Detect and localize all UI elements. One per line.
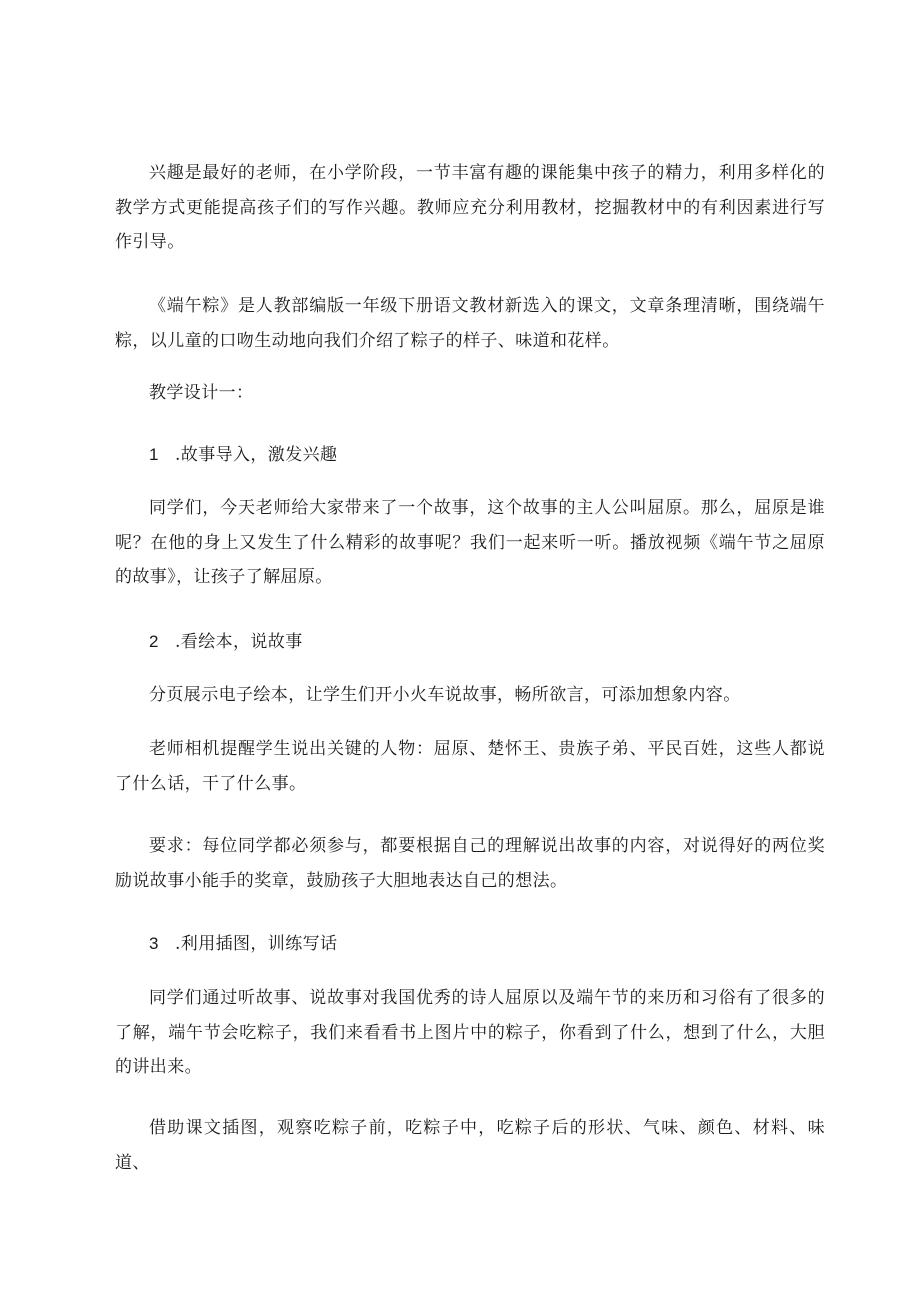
paragraph-lesson-summary: 《端午粽》是人教部编版一年级下册语文教材新选入的课文，文章条理清晰，围绕端午粽，以儿童的口吻生动地向我们介绍了粽子的样子、味道和花样。 <box>115 296 825 351</box>
paragraph-illustration: 同学们通过听故事、说故事对我国优秀的诗人屈原以及端午节的来历和习俗有了很多的了解，端午节会吃粽子，我们来看看书上图片中的粽子，你看到了什么，想到了什么，大胆的讲出来。 <box>115 988 825 1077</box>
step-heading-2 <box>149 625 303 659</box>
step-number: 1 <box>149 445 159 464</box>
paragraph-observation: 借助课文插图，观察吃粽子前，吃粽子中，吃粽子后的形状、气味、颜色、材料、味道、 <box>115 1118 825 1173</box>
paragraph-intro: 兴趣是最好的老师，在小学阶段，一节丰富有趣的课能集中孩子的精力，利用多样化的教学方式更能提高孩子们的写作兴趣。教师应充分利用教材，挖掘教材中的有利因素进行写作引导。 <box>115 163 825 252</box>
paragraph-requirements: 要求：每位同学都必须参与，都要根据自己的理解说出故事的内容，对说得好的两位奖励说故事小能手的奖章，鼓励孩子大胆地表达自己的想法。 <box>115 836 825 891</box>
step-heading-1 <box>149 438 337 472</box>
step-title: .故事导入，激发兴趣 <box>175 445 338 465</box>
step-number: 3 <box>149 934 159 953</box>
step-title: .利用插图，训练写话 <box>175 934 338 954</box>
paragraph-story-intro: 同学们，今天老师给大家带来了一个故事，这个故事的主人公叫屈原。那么，屈原是谁呢？在他的身上又发生了什么精彩的故事呢？我们一起来听一听。播放视频《端午节之屈原的故事》，让孩子了解屈原。 <box>115 498 825 587</box>
step-number: 2 <box>149 632 159 651</box>
section-label: 教学设计一： <box>149 383 254 403</box>
paragraph-picture-book: 分页展示电子绘本，让学生们开小火车说故事，畅所欲言，可添加想象内容。 <box>149 685 741 705</box>
step-title: .看绘本，说故事 <box>175 632 303 652</box>
paragraph-key-characters: 老师相机提醒学生说出关键的人物：屈原、楚怀王、贵族子弟、平民百姓，这些人都说了什么话，干了什么事。 <box>115 739 825 794</box>
step-heading-3 <box>149 927 337 961</box>
